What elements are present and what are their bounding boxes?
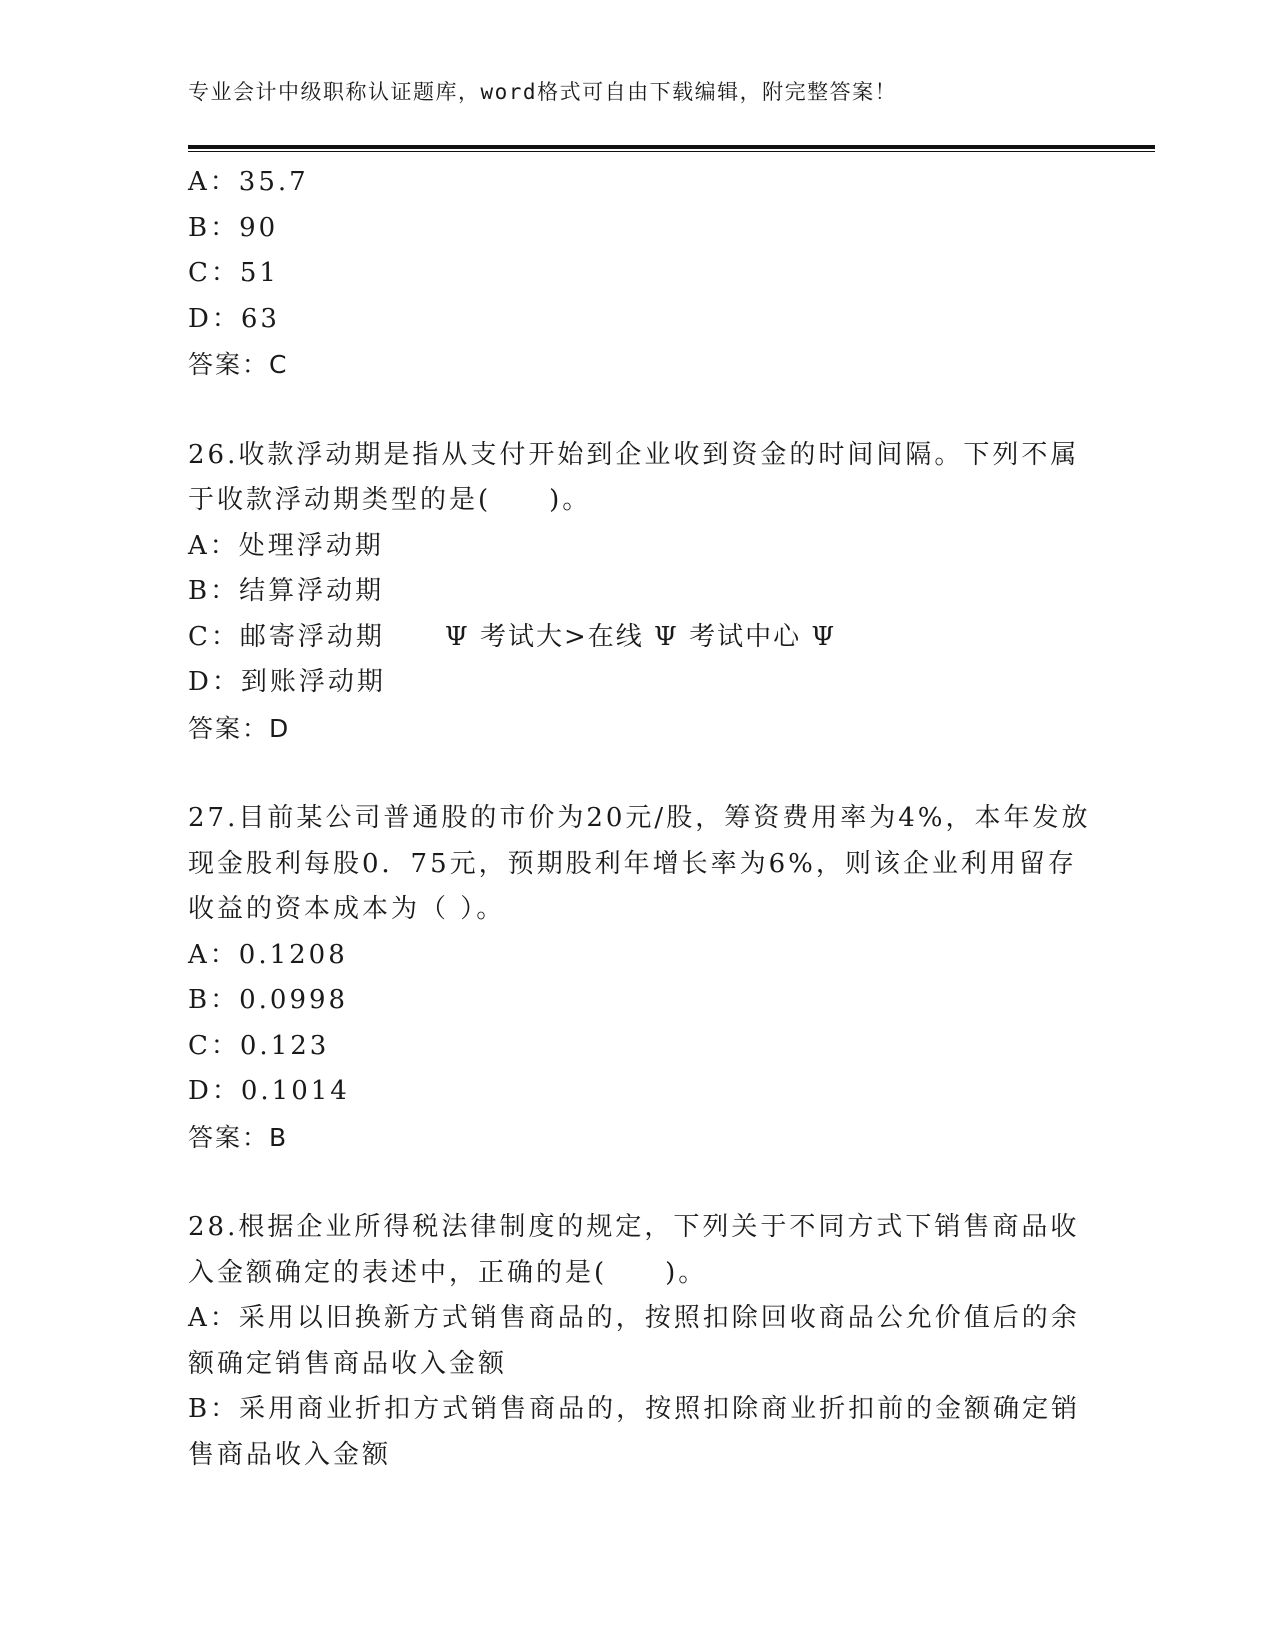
- question-25: [188, 160, 1088, 388]
- header-rule-thick: [188, 145, 1155, 149]
- question-27: [188, 796, 1091, 1160]
- option-a-line: A：采用以旧换新方式销售商品的，按照扣除回收商品公允价值后的余: [188, 1303, 1080, 1333]
- option-c-row: [188, 615, 1088, 661]
- header-rule-thin: [188, 151, 1155, 152]
- option-d: D：到账浮动期: [188, 667, 386, 697]
- option-a: A：35.7: [188, 167, 309, 197]
- question-stem-line: 27.目前某公司普通股的市价为20元/股，筹资费用率为4%，本年发放: [188, 803, 1091, 833]
- option-a: A：0.1208: [188, 939, 348, 970]
- option-b: B：0.0998: [188, 985, 349, 1015]
- option-b: B：结算浮动期: [188, 576, 385, 606]
- answer: 答案：C: [188, 350, 289, 379]
- question-stem-line: 28.根据企业所得税法律制度的规定，下列关于不同方式下销售商品收: [188, 1212, 1080, 1242]
- watermark-text: Ψ 考试大>在线 Ψ 考试中心 Ψ: [444, 621, 837, 652]
- spacer: [188, 751, 1088, 796]
- question-28: [188, 1205, 1088, 1478]
- spacer: [188, 1160, 1088, 1205]
- question-stem-line: 现金股利每股0．75元，预期股利年增长率为6%，则该企业利用留存: [188, 848, 1077, 879]
- option-a: A：处理浮动期: [188, 530, 384, 561]
- question-26: [188, 433, 1088, 752]
- option-b-line: B：采用商业折扣方式销售商品的，按照扣除商业折扣前的金额确定销: [188, 1394, 1081, 1424]
- answer: 答案：B: [188, 1122, 289, 1152]
- spacer: [188, 388, 1088, 433]
- question-content: [188, 160, 1091, 1478]
- option-b-line: 售商品收入金额: [188, 1439, 392, 1470]
- question-stem-line: 收益的资本成本为（ ）。: [188, 894, 506, 924]
- question-stem-line: 26.收款浮动期是指从支付开始到企业收到资金的时间间隔。下列不属: [188, 439, 1080, 470]
- option-d: D：0.1014: [188, 1076, 350, 1106]
- question-stem-line: 入金额确定的表述中，正确的是( )。: [188, 1257, 708, 1288]
- option-c: C：51: [188, 258, 279, 288]
- answer: 答案：D: [188, 713, 291, 743]
- option-a-line: 额确定销售商品收入金额: [188, 1348, 508, 1379]
- option-c: C：0.123: [188, 1030, 330, 1061]
- option-b: B：90: [188, 212, 279, 243]
- option-c: C：邮寄浮动期: [188, 621, 385, 652]
- question-stem-line: 于收款浮动期类型的是( )。: [188, 485, 592, 515]
- page-header: 专业会计中级职称认证题库，word格式可自由下载编辑，附完整答案！: [188, 80, 898, 104]
- option-d: D：63: [188, 303, 280, 334]
